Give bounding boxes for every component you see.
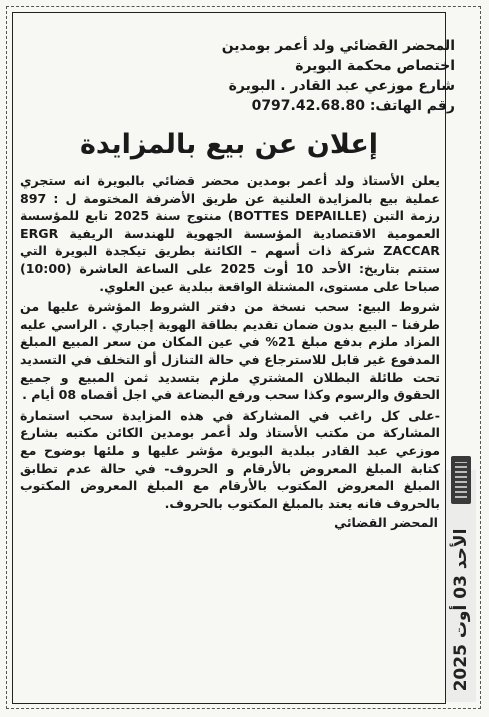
office-address: شارع موزعي عبد القادر . البويرة — [228, 78, 455, 94]
court-jurisdiction: اختصاص محكمة البويرة — [295, 58, 455, 74]
phone-label: رقم الهاتف: — [364, 98, 455, 114]
bailiff-header — [155, 36, 455, 116]
notice-body — [20, 172, 440, 532]
signature: المحضر القضائي — [334, 515, 438, 531]
participation-paragraph: -على كل راغب في المشاركة في هذه المزايدة سحب استمارة المشاركة من مكتب الأستاذ ولد أعمر بومدين الكائن مكتبه بشارع موزعي عبد القادر ببلدية البويرة مؤشر عليها و ملئها بوضوح مع كتابة المبلغ المعروض بالأرقام و الحروف- في حالة عدم تطابق المبلغ المعروض المكتوب بالأرقام مع المبلغ المعروض المكتوب بالحروف فانه يعتد بالمبلغ المكتوب بالحروف. — [20, 407, 440, 511]
phone-line — [155, 96, 455, 116]
notice-title: إعلان عن بيع بالمزايدة — [79, 129, 379, 160]
announcement-paragraph: يعلن الأستاذ ولد أعمر بومدين محضر قضائي بالبويرة انه ستجري عملية بيع بالمزايدة العلنية عن طريق الأضرفة المختومة ل : 897 رزمة التبن (BOTTES DEPAILLE) منتوج سنة 2025 تابع للمؤسسة العمومية الاقتصادية المؤسسة الجهوية للهندسة الريفية ERGR ZACCAR شركة ذات أسهم – الكائنة بطريق تيكجدة البويرة التي ستتم بتاريخ: الأحد 10 أوت 2025 على الساعة العاشرة (10:00) صباحا على مستوى، المشتلة الواقعة ببلدية عين العلوي. — [20, 173, 440, 294]
bailiff-name: المحضر القضائي ولد أعمر بومدين — [221, 38, 455, 54]
publication-date: الأحد 03 أوت 2025 — [451, 528, 471, 692]
newspaper-logo — [451, 456, 471, 504]
phone-number: 0797.42.68.80 — [251, 98, 365, 114]
sale-conditions-paragraph: شروط البيع: سحب نسخة من دفتر الشروط المؤشرة عليها من طرفنا – البيع بدون ضمان تقديم بطاقة الهوية إجباري . الراسي عليه المزاد ملزم بدفع مبلغ 21% في عين المكان من سعر المبيع المبلغ المدفوع غير قابل للاسترجاع في حالة التنازل أو التخلف في التسديد تحت طائلة البطلان المشتري ملزم بتسديد ثمن المبيع و جميع الحقوق والرسوم وكذا سحب ورفع البضاعة في اجل أقصاه 08 أيام . — [20, 299, 440, 403]
